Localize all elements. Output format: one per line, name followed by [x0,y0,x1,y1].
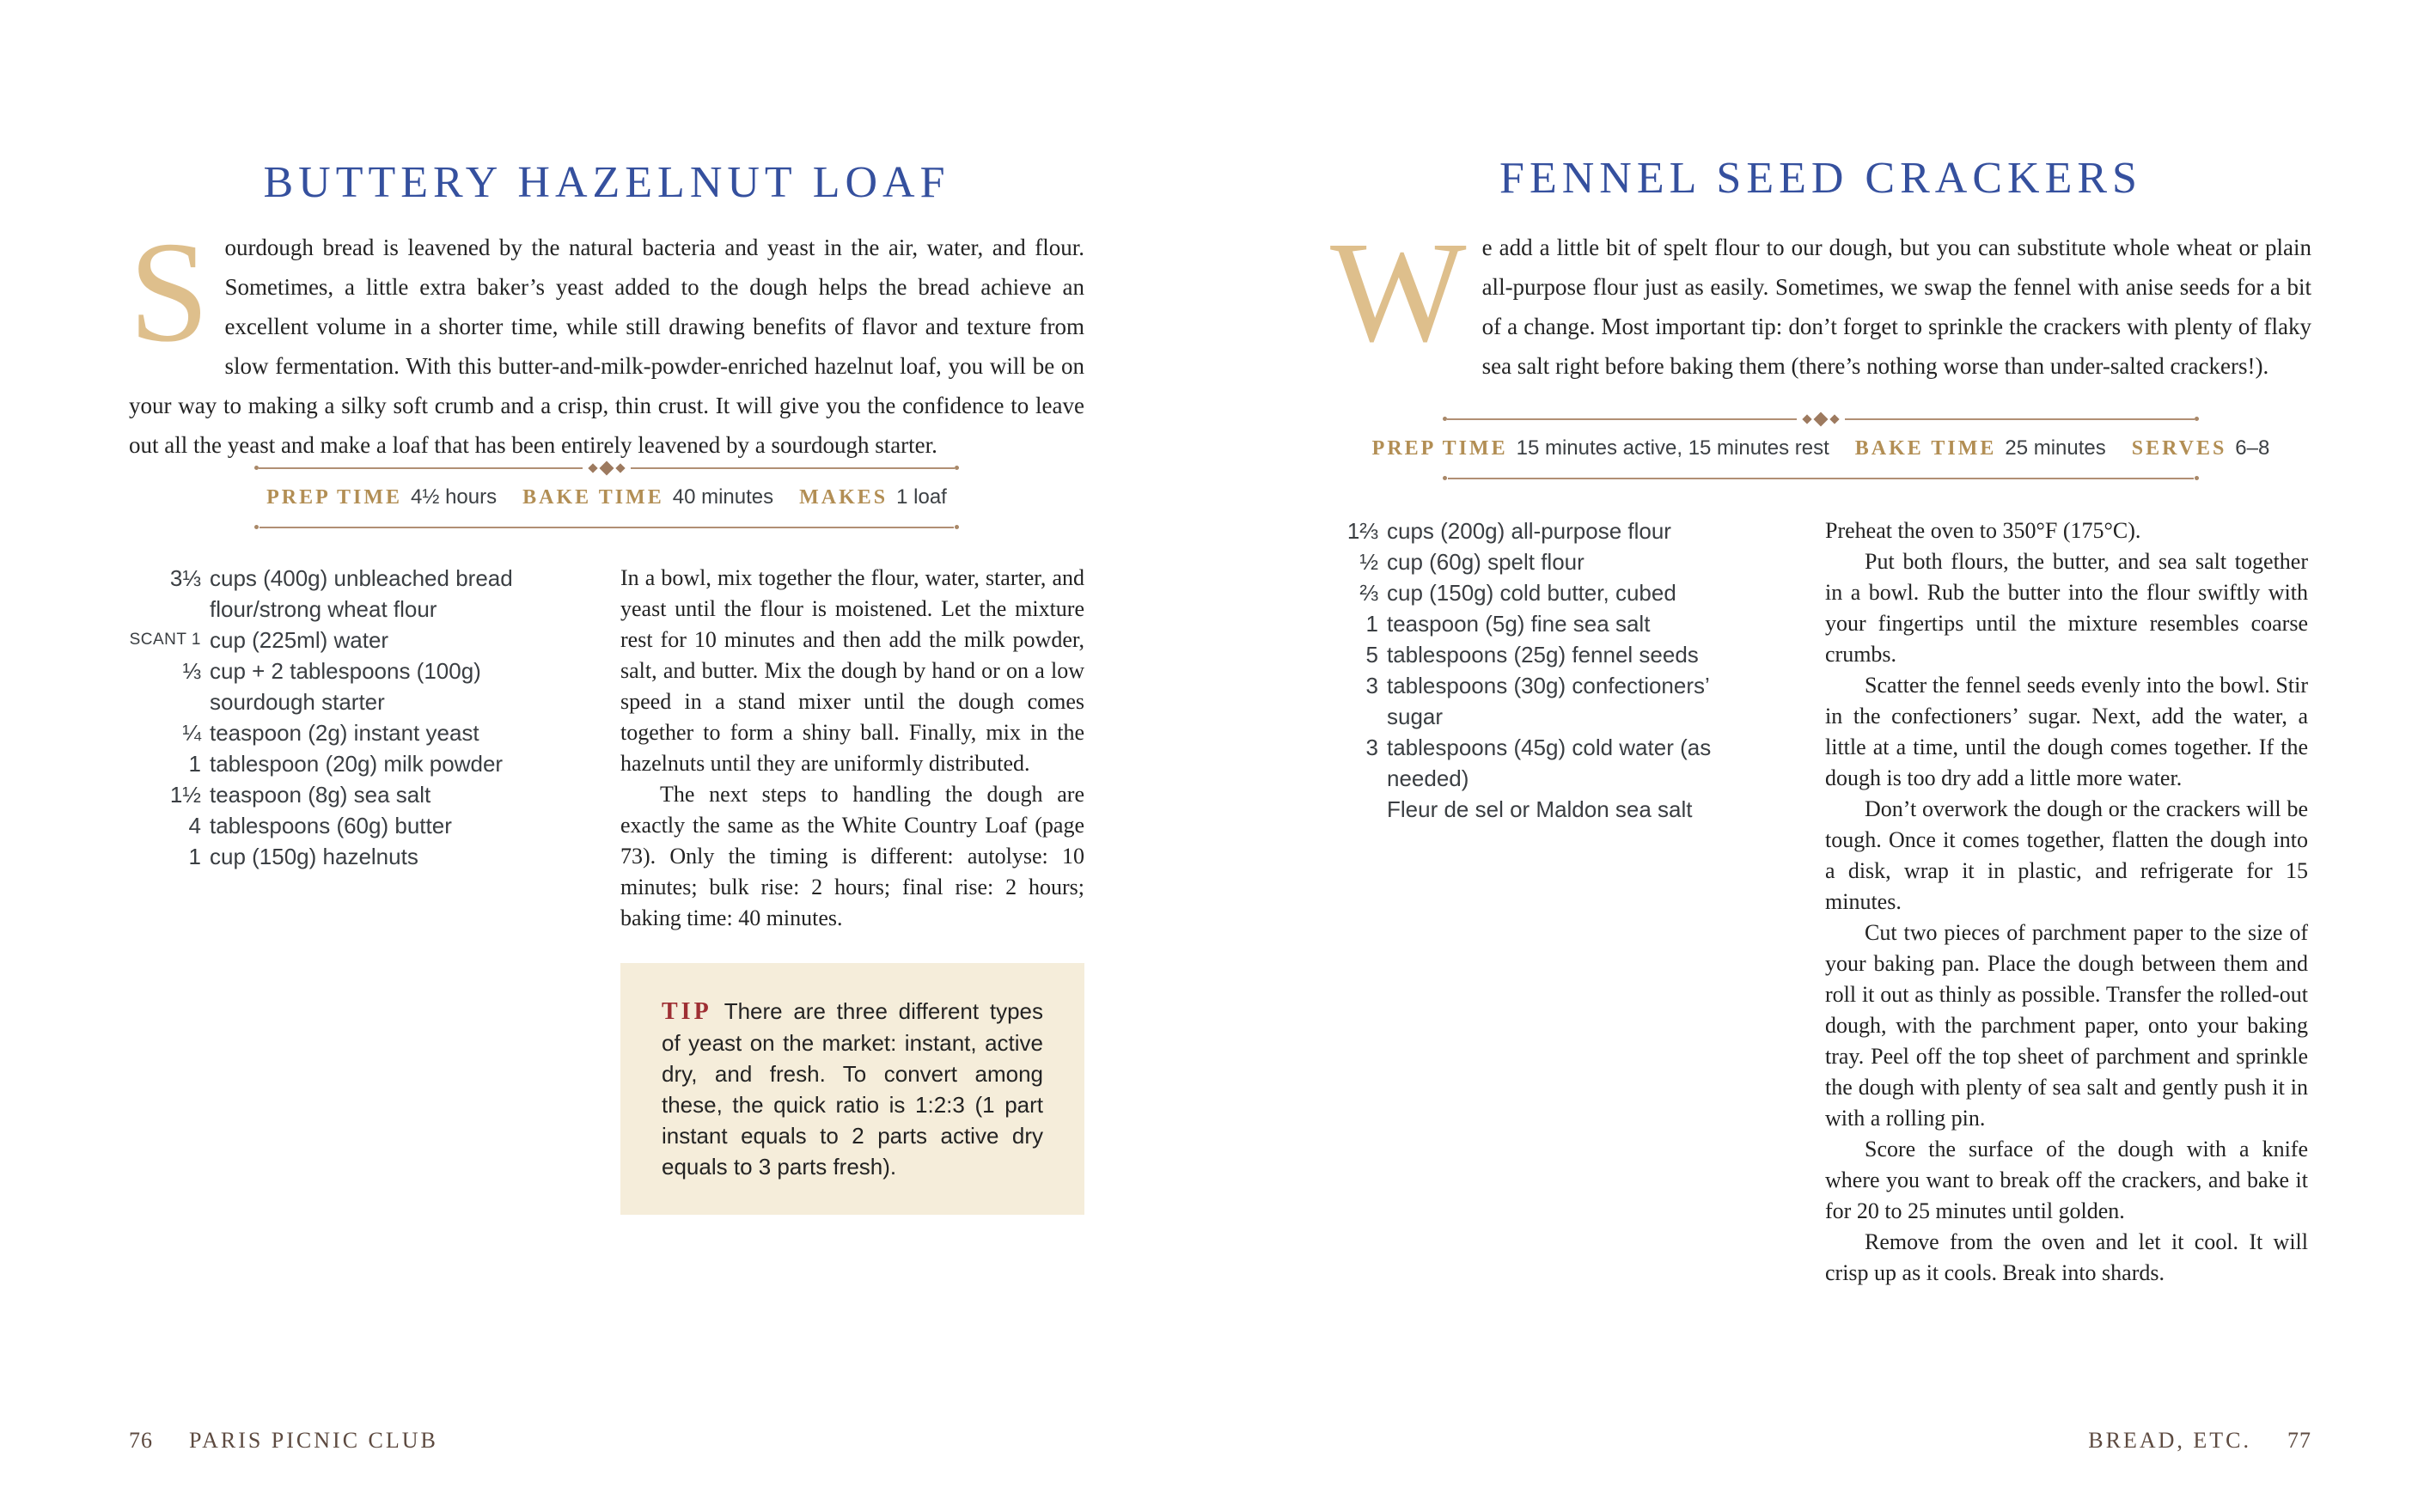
tip-label: TIP [662,998,712,1025]
divider-rule-top [254,464,959,472]
ingredient-text: cup (225ml) water [210,627,389,653]
ingredient-quantity: 5 [1365,642,1378,668]
method-column [620,563,1084,1215]
method-paragraph: Put both flours, the butter, and sea salt together in a bowl. Rub the butter into the flour swiftly with your fingertips until the mixture resembles coarse crumbs. [1825,549,2308,667]
tip-box [620,963,1084,1215]
page-number: 77 [2287,1428,2311,1453]
ingredient-item [129,655,550,717]
ingredient-quantity: 1 [188,844,201,869]
prep-time [266,485,497,509]
ingredient-quantity [1330,794,1378,825]
rule-end-dot-icon [955,466,959,470]
rule-end-dot-icon [955,525,959,529]
ingredient-quantity: SCANT 1 [129,631,201,649]
ingredient-text: teaspoon (2g) instant yeast [210,720,479,746]
bake-time-value: 40 minutes [672,485,774,509]
prep-time-label: PREP TIME [266,486,403,509]
intro-paragraph [1330,212,2311,386]
ingredient-text: cup (60g) spelt flour [1387,549,1585,575]
prep-time-label: PREP TIME [1371,437,1508,460]
ingredient-list [129,563,550,872]
ingredient-quantity: ½ [1359,549,1378,575]
page-footer [129,1428,438,1454]
ingredient-text: tablespoons (30g) confectioners’ sugar [1387,673,1709,729]
method-paragraph: Score the surface of the dough with a knife where you want to break off the crackers, and bake it for 20 to 25 minutes until golden. [1825,1137,2308,1223]
serves-label: SERVES [2131,437,2227,460]
prep-time [1372,436,1829,460]
ingredient-item [1330,515,1770,546]
rule-end-dot-icon [1443,476,1447,480]
divider-ornament-icon [1804,414,1838,424]
method-paragraph: Don’t overwork the dough or the crackers will be tough. Once it comes together, flatten the dough into a disk, wrap it in plastic, and refrigerate for 15 minutes. [1825,796,2308,914]
ingredient-text: tablespoon (20g) milk powder [210,751,504,777]
page-title: BUTTERY HAZELNUT LOAF [263,157,950,207]
method-paragraph: Preheat the oven to 350°F (175°C). [1825,518,2141,543]
method-paragraph: Cut two pieces of parchment paper to the size of your baking pan. Place the dough between them and roll it out as thinly as possible. Transfer the rolled-out dough, with the parchment paper, onto your baking tray. Peel off the top sheet of parchment and sprinkle the dough with plenty of sea salt and gently push it in with a rolling pin. [1825,920,2308,1131]
ingredient-item [1330,670,1770,732]
ingredient-quantity: 1 [188,751,201,777]
makes-label: MAKES [799,486,888,509]
bake-time [1855,436,2106,460]
method-paragraph: The next steps to handling the dough are exactly the same as the White Country Loaf (page 73). Only the timing is different: autolyse: 10 minutes; bulk rise: 2 hours; final rise: 2 hours; baking time: 40 minutes. [620,782,1084,930]
ingredient-text: cup + 2 tablespoons (100g) sourdough starter [210,658,481,715]
ingredient-text: teaspoon (8g) sea salt [210,782,431,808]
footer-title: BREAD, ETC. [2088,1428,2251,1453]
meta-row [254,472,959,525]
bake-time-value: 25 minutes [2005,436,2106,460]
ingredient-text: cups (400g) unbleached bread flour/strong wheat flour [210,565,513,622]
footer-title: PARIS PICNIC CLUB [189,1428,438,1453]
rule-end-dot-icon [254,525,259,529]
ingredient-item [129,563,550,625]
divider-rule-bottom [254,525,959,529]
ingredient-list [1330,515,1770,825]
intro-paragraph [129,212,1084,465]
ingredient-quantity: 4 [188,813,201,838]
serves [2132,436,2270,460]
ingredient-item [1330,794,1770,825]
ingredient-text: tablespoons (45g) cold water (as needed) [1387,735,1712,791]
ingredient-item [129,810,550,841]
drop-cap: S [129,212,210,372]
ingredient-quantity: ⅔ [1359,580,1378,606]
tip-text: There are three different types of yeast on the market: instant, active dry, and fresh. To convert among these, the quick ratio is 1:2:3 (1 part instant equals to 2 parts active dry equals to 3 parts fresh). [662,998,1043,1180]
ingredient-item [1330,577,1770,608]
ingredient-quantity: ¼ [182,720,201,746]
prep-time-value: 15 minutes active, 15 minutes rest [1516,436,1829,460]
bake-time-label: BAKE TIME [1854,437,1997,460]
ingredient-item [129,717,550,748]
bake-time [522,485,773,509]
ingredient-item [1330,639,1770,670]
ingredient-item [1330,546,1770,577]
ingredient-quantity: 3 [1365,673,1378,698]
ingredient-quantity: ⅓ [182,658,201,684]
intro-text: e add a little bit of spelt flour to our dough, but you can substitute whole wheat or plain all-purpose flour just as easily. Sometimes, we swap the fennel with anise seeds for a bit of a change. Most important tip: don’t forget to sprinkle the crackers with plenty of flaky sea salt right before baking them (there’s nothing worse than under-salted crackers!). [1481,235,2311,379]
makes-value: 1 loaf [896,485,947,509]
recipe-meta-block [254,464,959,529]
meta-row [1371,423,2270,476]
divider-ornament-icon [589,463,624,473]
ingredient-text: tablespoons (25g) fennel seeds [1387,642,1699,668]
ingredient-quantity: 1 [1365,611,1378,637]
method-column [1825,515,2308,1289]
ingredient-item [129,841,550,872]
ingredient-quantity: 3⅓ [169,565,201,591]
ingredient-quantity: 1½ [169,782,201,808]
page-title: FENNEL SEED CRACKERS [1499,153,2142,203]
page-footer [2088,1428,2311,1454]
ingredient-quantity: 1⅔ [1346,518,1378,544]
drop-cap: W [1330,212,1467,372]
intro-text: ourdough bread is leavened by the natural bacteria and yeast in the air, water, and flour. Sometimes, a little extra baker’s yeast added to the dough helps the bread achieve an excellent volume in a shorter time, while still drawing benefits of flavor and texture from slow fermentation. With this butter-and-milk-powder-enriched hazelnut loaf, you will be on your way to making a silky soft crumb and a crisp, thin crust. It will give you the confidence to leave out all the yeast and make a loaf that has been entirely leavened by a sourdough starter. [129,235,1084,458]
method-paragraph: In a bowl, mix together the flour, water, starter, and yeast until the flour is moistened. Let the mixture rest for 10 minutes and then add the milk powder, salt, and butter. Mix the dough by hand or on a low speed in a stand mixer until the dough comes together to form a shiny ball. Finally, mix in the hazelnuts until they are uniformly distributed. [620,565,1084,776]
ingredient-text: tablespoons (60g) butter [210,813,452,838]
ingredient-text: cup (150g) hazelnuts [210,844,418,869]
ingredient-text: cups (200g) all-purpose flour [1387,518,1671,544]
ingredient-item [129,625,550,655]
bake-time-label: BAKE TIME [522,486,664,509]
ingredient-text: Fleur de sel or Maldon sea salt [1387,796,1693,822]
ingredient-quantity: 3 [1365,735,1378,760]
ingredient-item [1330,608,1770,639]
right-page [1330,0,2311,1512]
ingredient-item [129,779,550,810]
divider-rule-bottom [1443,476,2199,480]
recipe-meta-block [1371,415,2270,480]
ingredient-item [1330,732,1770,794]
recipe-body [129,563,1084,1215]
page-number: 76 [129,1428,153,1453]
divider-rule-top [1443,415,2199,423]
serves-value: 6–8 [2235,436,2270,460]
left-page [129,0,1084,1512]
recipe-body [1330,515,2311,1289]
rule-end-dot-icon [2195,417,2199,421]
method-paragraph: Scatter the fennel seeds evenly into the bowl. Stir in the confectioners’ sugar. Next, add the water, a little at a time, until the dough comes together. If the dough is too dry add a little more water. [1825,673,2308,790]
rule-end-dot-icon [2195,476,2199,480]
prep-time-value: 4½ hours [411,485,498,509]
ingredient-text: teaspoon (5g) fine sea salt [1387,611,1651,637]
ingredient-text: cup (150g) cold butter, cubed [1387,580,1676,606]
ingredient-item [129,748,550,779]
makes [799,485,947,509]
method-paragraph: Remove from the oven and let it cool. It will crisp up as it cools. Break into shards. [1825,1229,2308,1285]
